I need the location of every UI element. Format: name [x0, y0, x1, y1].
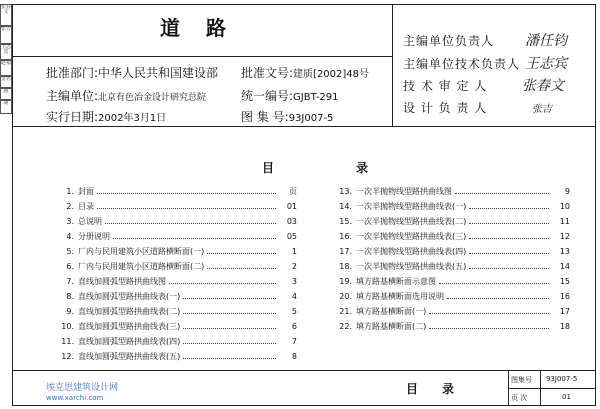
toc-item[interactable]: [330, 215, 570, 228]
toc-leader: [469, 238, 549, 239]
toc-item[interactable]: [330, 290, 570, 303]
toc-page: 03: [286, 217, 297, 226]
toc-item[interactable]: [330, 185, 570, 198]
editor-unit-value: 北京有色冶金设计研究总院: [98, 93, 207, 103]
toc-leader: [97, 208, 276, 209]
effective-date: [46, 108, 166, 125]
toc-title: 填方路基横断面示意图: [356, 277, 436, 286]
toc-item[interactable]: [330, 260, 570, 273]
approve-doc: [241, 64, 369, 81]
toc-page: 05: [286, 232, 297, 241]
toc-item[interactable]: [54, 350, 297, 363]
responsible-role: 主编单位负责人: [403, 34, 495, 48]
toc-leader: [469, 223, 549, 224]
atlas-no: [241, 108, 333, 125]
watermark-url: www.xarchi.com: [46, 394, 104, 402]
toc-num: 16.: [339, 232, 352, 241]
toc-num: 3.: [66, 217, 74, 226]
toc-title: 封面: [78, 187, 94, 196]
toc-num: 18.: [339, 262, 352, 271]
header-bottom-rule: [12, 126, 596, 127]
toc-title: 直线加圆弧型路拱曲线表(四): [78, 337, 181, 346]
toc-page: 9: [564, 187, 570, 196]
toc-title: 一次半抛物线型路拱曲线表(二): [356, 217, 467, 226]
toc-page: 14: [559, 262, 570, 271]
approve-doc-value: 建质[2002]48号: [293, 69, 370, 80]
toc-leader: [169, 283, 276, 284]
signature: 王志宾: [525, 56, 567, 72]
editor-unit: [46, 87, 206, 104]
strip-cell: 王志宾: [0, 44, 12, 60]
toc-item[interactable]: [54, 245, 297, 258]
toc-num: 11.: [61, 337, 74, 346]
toc-leader: [439, 283, 549, 284]
toc-num: 4.: [66, 232, 74, 241]
toc-page: 01: [286, 202, 297, 211]
title-block-rule: [508, 388, 596, 389]
toc-num: 9.: [66, 307, 74, 316]
toc-leader: [183, 328, 276, 329]
toc-num: 7.: [66, 277, 74, 286]
toc-page: 2: [291, 262, 297, 271]
toc-leader: [447, 298, 549, 299]
toc-item[interactable]: [54, 320, 297, 333]
toc-title: 填方路基横断面(二): [356, 322, 427, 331]
toc-title: 直线加圆弧型路拱曲线表(三): [78, 322, 181, 331]
toc-num: 12.: [61, 352, 74, 361]
toc-item[interactable]: [54, 305, 297, 318]
toc-num: 20.: [339, 292, 352, 301]
toc-page: 1: [291, 247, 297, 256]
strip-cell: 张春文: [0, 4, 12, 26]
toc-heading-2: 录: [356, 161, 369, 175]
toc-page: 7: [291, 337, 297, 346]
toc-title: 厂内与民用建筑小区道路横断面(一): [78, 247, 205, 256]
toc-leader: [105, 223, 276, 224]
toc-leader: [469, 208, 549, 209]
toc-page: 3: [291, 277, 297, 286]
watermark-name: 埃克思建筑设计网: [46, 383, 119, 393]
toc-title: 总说明: [78, 217, 102, 226]
toc-item[interactable]: [54, 215, 297, 228]
toc-page: 12: [559, 232, 570, 241]
page-value: 01: [562, 393, 571, 401]
toc-title: 直线加圆弧型路拱曲线表(一): [78, 292, 181, 301]
toc-leader: [183, 343, 276, 344]
strip-cell: 签名: [0, 76, 12, 88]
editor-unit-label: 主编单位:: [46, 89, 99, 103]
strip-cell: 赵福: [0, 60, 12, 76]
binding-strip: [0, 4, 12, 114]
toc-item[interactable]: [54, 290, 297, 303]
toc-leader: [97, 193, 276, 194]
toc-leader: [183, 313, 276, 314]
toc-title: 一次半抛物线型路拱曲线表(一): [356, 202, 467, 211]
toc-title: 目录: [78, 202, 94, 211]
toc-leader: [429, 328, 549, 329]
unified-no: [241, 87, 339, 104]
toc-title: 直线加圆弧型路拱曲线表(二): [78, 307, 181, 316]
toc-leader: [113, 238, 276, 239]
toc-page: 8: [291, 352, 297, 361]
watermark: [46, 383, 118, 403]
signature: 潘任钧: [525, 33, 567, 49]
toc-item[interactable]: [330, 245, 570, 258]
responsible-role: 主编单位技术负责人: [403, 57, 521, 71]
toc-page: 10: [559, 202, 570, 211]
toc-page: 17: [559, 307, 570, 316]
toc-page: 6: [291, 322, 297, 331]
page-title: 道路: [160, 16, 252, 40]
toc-page: 15: [559, 277, 570, 286]
toc-item[interactable]: [54, 230, 297, 243]
toc-title: 分册说明: [78, 232, 110, 241]
toc-num: 13.: [339, 187, 352, 196]
effective-date-value: 2002年3月1日: [98, 113, 167, 124]
toc-title: 一次半抛物线型路拱曲线表(三): [356, 232, 467, 241]
unified-no-value: GJBT-291: [293, 92, 339, 103]
toc-title: 填方路基横断面(一): [356, 307, 427, 316]
toc-leader: [455, 193, 549, 194]
toc-item[interactable]: [330, 230, 570, 243]
toc-num: 2.: [66, 202, 74, 211]
atlas-no-value: 93J007-5: [288, 113, 334, 124]
toc-num: 15.: [339, 217, 352, 226]
signature: 张春文: [522, 78, 564, 94]
toc-leader: [469, 253, 549, 254]
toc-num: 1.: [66, 187, 74, 196]
unified-no-label: 统一编号:: [241, 89, 294, 103]
toc-num: 10.: [61, 322, 74, 331]
atlas-no-label: 图 集 号:: [241, 110, 289, 124]
strip-cell: 张吉: [0, 26, 12, 44]
toc-leader: [469, 268, 549, 269]
toc-item[interactable]: [54, 275, 297, 288]
toc-title: 一次半抛物线型路拱曲线表(四): [356, 247, 467, 256]
toc-item[interactable]: [330, 275, 570, 288]
toc-title: 填方路基横断面选用说明: [356, 292, 444, 301]
toc-leader: [183, 358, 276, 359]
responsible-role: 技 术 审 定 人: [403, 79, 488, 93]
toc-page: 16: [559, 292, 570, 301]
approve-dept: [46, 64, 218, 81]
toc-page: 18: [559, 322, 570, 331]
toc-title: 厂内与民用建筑小区道路横断面(二): [78, 262, 205, 271]
toc-item[interactable]: [330, 320, 570, 333]
toc-item[interactable]: [54, 260, 297, 273]
toc-leader: [429, 313, 549, 314]
toc-num: 14.: [339, 202, 352, 211]
effective-date-label: 实行日期:: [46, 110, 99, 124]
toc-num: 21.: [339, 307, 352, 316]
toc-leader: [207, 253, 276, 254]
atlas-value: 93J007-5: [546, 375, 578, 383]
toc-page: 13: [559, 247, 570, 256]
toc-item[interactable]: [54, 200, 297, 213]
strip-cell: 描: [0, 88, 12, 100]
toc-title: 一次半抛物线型路拱曲线表(五): [356, 262, 467, 271]
strip-cell: 制: [0, 100, 12, 114]
approve-dept-label: 批准部门:: [46, 66, 99, 80]
toc-num: 19.: [339, 277, 352, 286]
page-label: 页 次: [511, 394, 528, 402]
toc-num: 22.: [339, 322, 352, 331]
toc-item[interactable]: [330, 200, 570, 213]
toc-title: 直线加圆弧型路拱曲线表(五): [78, 352, 181, 361]
header-divider: [392, 4, 393, 126]
toc-heading: 目: [262, 161, 275, 175]
toc-num: 6.: [66, 262, 74, 271]
signature: 张吉: [532, 104, 552, 115]
toc-leader: [207, 268, 276, 269]
toc-num: 8.: [66, 292, 74, 301]
toc-page: 4: [291, 292, 297, 301]
toc-num: 5.: [66, 247, 74, 256]
sheet-name: 目录: [406, 382, 479, 396]
toc-item[interactable]: [330, 305, 570, 318]
header-rule: [12, 56, 392, 57]
toc-page: 5: [291, 307, 297, 316]
toc-page: 页: [289, 187, 297, 196]
approve-doc-label: 批准文号:: [241, 66, 294, 80]
toc-leader: [183, 298, 276, 299]
toc-page: 11: [559, 217, 570, 226]
toc-item[interactable]: [54, 185, 297, 198]
toc-title: 一次半抛物线型路拱曲线图: [356, 187, 452, 196]
atlas-label: 图集号: [511, 376, 532, 384]
responsible-role: 设 计 负 责 人: [403, 101, 488, 115]
toc-item[interactable]: [54, 335, 297, 348]
toc-title: 直线加圆弧型路拱曲线图: [78, 277, 166, 286]
toc-num: 17.: [339, 247, 352, 256]
approve-dept-value: 中华人民共和国建设部: [98, 66, 219, 80]
